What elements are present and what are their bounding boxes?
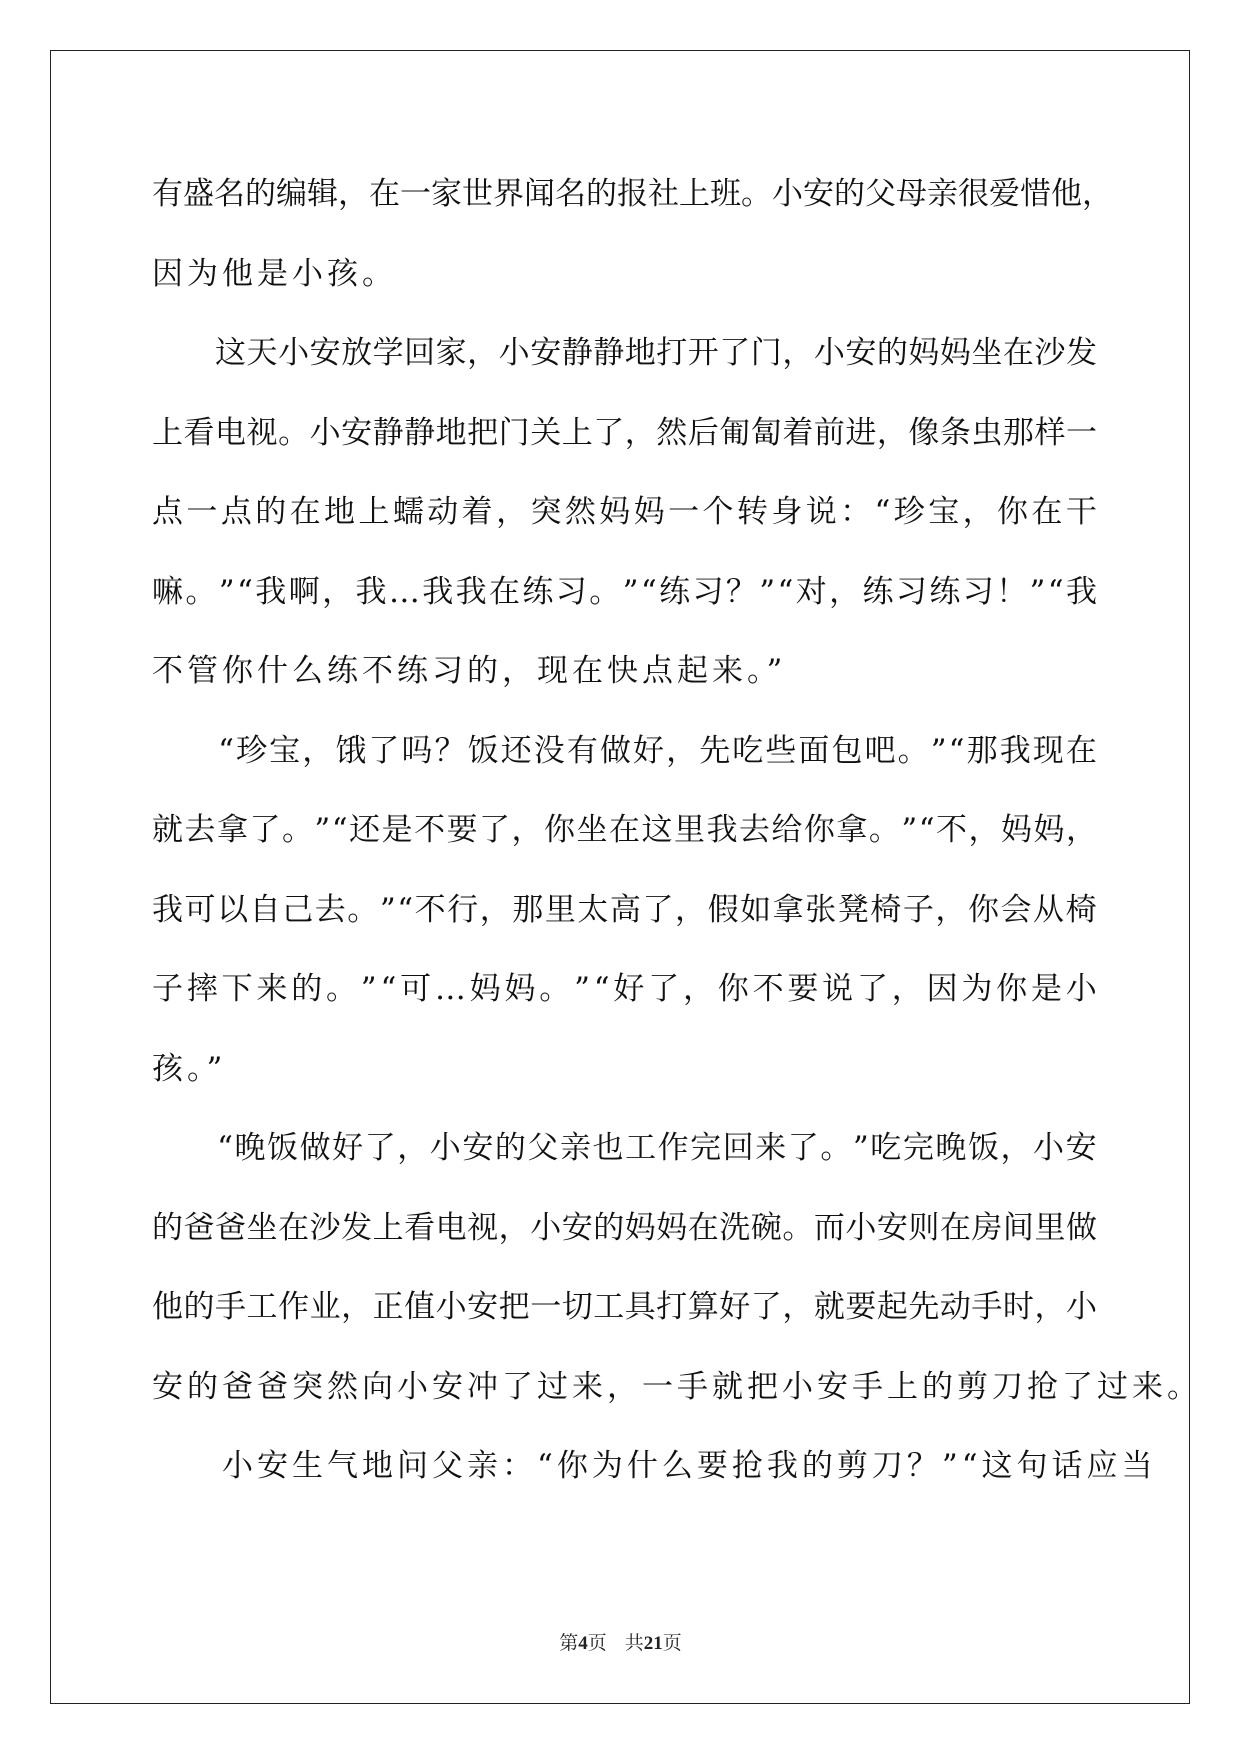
- text-line: 这 天 小 安 放 学 回 家 ， 小 安 静 静 地 打 开 了 门 ， 小 安 的 妈 妈 坐 在 沙 发: [215, 335, 1097, 371]
- text-line: 上 看 电 视 。 小 安 静 静 地 把 门 关 上 了 ， 然 后 匍 匐 着 前 进 ， 像 条 虫 那 样 一: [152, 414, 1097, 451]
- text-line: 不管你什么练不练习的，现在快点起来。”: [152, 653, 787, 689]
- paragraph: [152, 1427, 1157, 1507]
- text-line: “ 晚 饭 做 好 了 ， 小 安 的 父 亲 也 工 作 完 回 来 了 。 ” 吃 完 晚 饭 ， 小 安: [217, 1130, 1097, 1166]
- current-page-number: 4: [578, 1633, 588, 1654]
- text-line: 小安生气地问父亲：“你为什么要抢我的剪刀？”“这句话应当: [152, 1448, 1157, 1484]
- paragraph: [152, 314, 1097, 712]
- page-unit: 页: [587, 1633, 607, 1654]
- text-line: 就 去 拿 了 。 ” “ 还 是 不 要 了 ， 你 坐 在 这 里 我 去 给 你 拿 。 ” “ 不 ， 妈 妈 ，: [152, 812, 1097, 848]
- text-line: 我 可 以 自 己 去 。 ” “ 不 行 ， 那 里 太 高 了 ， 假 如 拿 张 凳 椅 子 ， 你 会 从 椅: [152, 891, 1097, 928]
- page-prefix: 第: [559, 1633, 579, 1654]
- text-line: “ 珍 宝 ， 饿 了 吗 ？ 饭 还 没 有 做 好 ， 先 吃 些 面 包 吧 。 ” “ 那 我 现 在: [218, 732, 1097, 769]
- page-footer: [0, 1628, 1241, 1655]
- paragraph: [152, 1109, 1202, 1427]
- total-page-number: 21: [643, 1633, 663, 1654]
- total-unit: 页: [662, 1633, 682, 1654]
- text-line: 嘛 。 ” “ 我 啊 ， 我 … 我 我 在 练 习 。 ” “ 练 习 ？ ” “ 对 ， 练 习 练 习 ！ ” “ 我: [152, 573, 1097, 610]
- text-line: 有 盛 名 的 编 辑 ， 在 一 家 世 界 闻 名 的 报 社 上 班 。 小 安 的 父 母 亲 很 爱 惜 他 ，: [152, 176, 1113, 212]
- text-line: 安的爸爸突然向小安冲了过来，一手就把小安手上的剪刀抢了过来。: [152, 1368, 1202, 1405]
- text-line: 的 爸 爸 坐 在 沙 发 上 看 电 视 ， 小 安 的 妈 妈 在 洗 碗 。 而 小 安 则 在 房 间 里 做: [152, 1209, 1097, 1246]
- text-line: 他 的 手 工 作 业 ， 正 值 小 安 把 一 切 工 具 打 算 好 了 ， 就 要 起 先 动 手 时 ， 小: [152, 1289, 1097, 1325]
- text-line: 孩。”: [152, 1050, 227, 1087]
- text-line: 点 一 点 的 在 地 上 蠕 动 着 ， 突 然 妈 妈 一 个 转 身 说 ： “ 珍 宝 ， 你 在 干: [152, 494, 1097, 530]
- text-line: 子 摔 下 来 的 。 ” “ 可 … 妈 妈 。 ” “ 好 了 ， 你 不 要 说 了 ， 因 为 你 是 小: [152, 971, 1097, 1007]
- text-line: 因为他是小孩。: [152, 255, 397, 292]
- paragraph: [152, 712, 1097, 1110]
- total-prefix: 共: [624, 1633, 644, 1654]
- document-body: [152, 155, 1202, 1507]
- paragraph: [152, 155, 1113, 314]
